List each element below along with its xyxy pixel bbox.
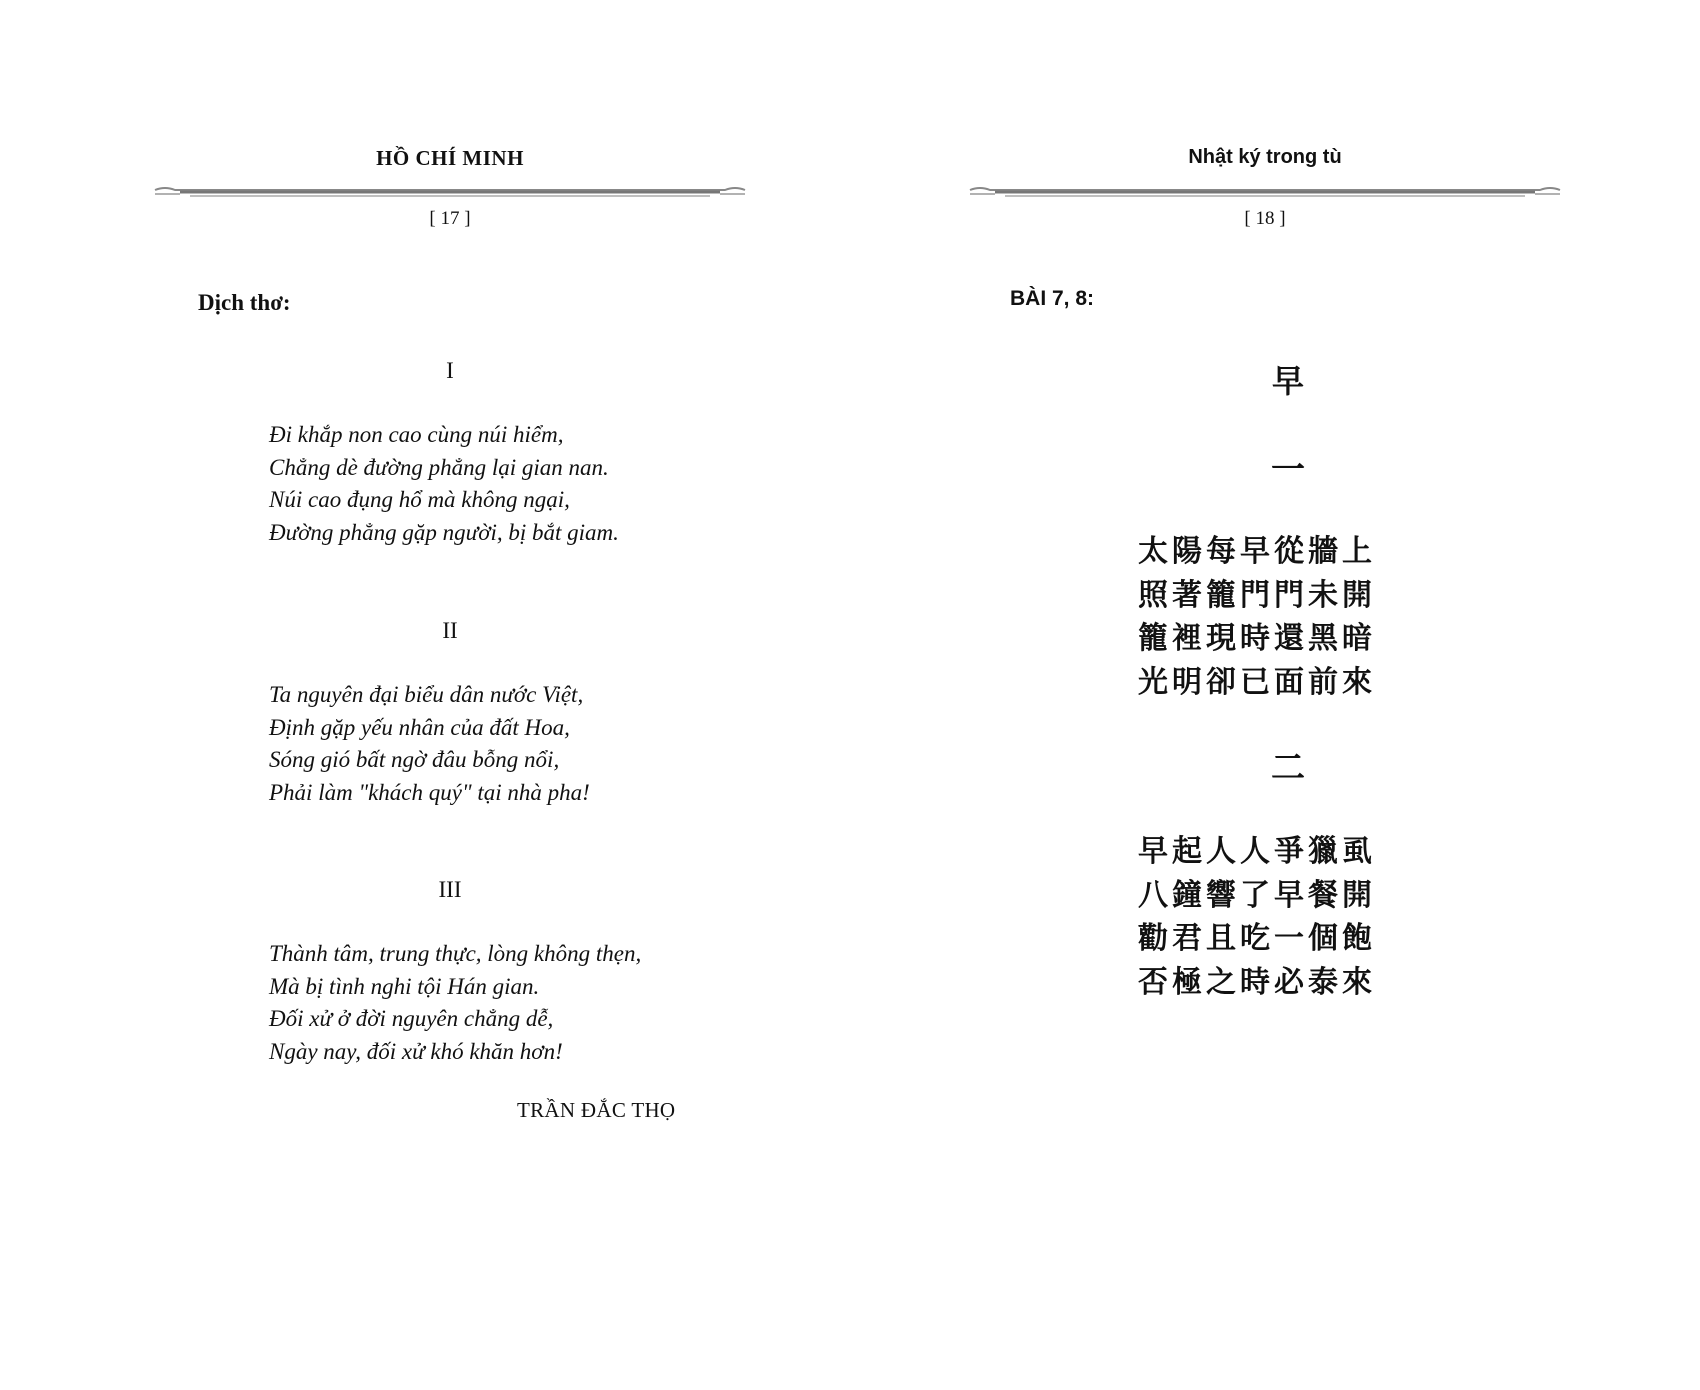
- poem-line: 照著籠門門未開: [1138, 577, 1376, 613]
- right-page: [850, 0, 1700, 1390]
- poem-line: 八鐘響了早餐開: [1138, 877, 1376, 913]
- poem-title: 早: [1271, 362, 1304, 400]
- running-head-author: HỒ CHÍ MINH: [376, 146, 524, 170]
- stanza-1: [269, 419, 619, 549]
- verse-line: Đối xử ở đời nguyên chẳng dễ,: [269, 1006, 554, 1031]
- verse-line: Chẳng dè đường phẳng lại gian nan.: [269, 454, 609, 480]
- poem-line: 早起人人爭獵虱: [1138, 834, 1376, 869]
- verse-line: Thành tâm, trung thực, lòng không thẹn,: [269, 941, 642, 966]
- stanza-numeral: II: [442, 618, 458, 643]
- running-head-title: Nhật ký trong tù: [1188, 146, 1342, 168]
- section-heading: Dịch thơ:: [198, 290, 291, 315]
- poem-numeral: 一: [1271, 450, 1305, 490]
- poem-numeral: 二: [1271, 748, 1305, 788]
- ornamental-rule: [150, 182, 750, 202]
- stanza-numeral: III: [438, 877, 462, 902]
- stanza-3: [269, 938, 641, 1068]
- verse-line: Mà bị tình nghi tội Hán gian.: [269, 973, 540, 999]
- ornamental-rule: [965, 182, 1565, 202]
- poem-line: 籠裡現時還黑暗: [1138, 621, 1376, 656]
- stanza-2: [269, 679, 590, 809]
- verse-line: Núi cao đụng hổ mà không ngại,: [269, 487, 570, 512]
- verse-line: Đi khắp non cao cùng núi hiểm,: [269, 422, 564, 447]
- poem-heading: BÀI 7, 8:: [1010, 287, 1095, 310]
- poem-1-text: [1138, 530, 1398, 704]
- verse-line: Sóng gió bất ngờ đâu bỗng nổi,: [269, 747, 560, 772]
- poem-line: 光明卻已面前來: [1138, 664, 1376, 700]
- stanza-numeral: I: [446, 358, 454, 383]
- verse-line: Định gặp yếu nhân của đất Hoa,: [269, 714, 570, 740]
- verse-line: Ta nguyên đại biểu dân nước Việt,: [269, 682, 584, 707]
- verse-line: Đường phẳng gặp người, bị bắt giam.: [269, 519, 619, 545]
- verse-line: Ngày nay, đối xử khó khăn hơn!: [269, 1038, 563, 1064]
- translator-credit: TRẦN ĐẮC THỌ: [517, 1098, 676, 1122]
- page-number: [ 17 ]: [429, 208, 471, 229]
- poem-2-text: [1138, 830, 1398, 1004]
- poem-line: 勸君且吃一個飽: [1138, 921, 1376, 956]
- poem-line: 太陽每早從牆上: [1138, 534, 1376, 569]
- poem-line: 否極之時必泰來: [1138, 964, 1376, 1000]
- verse-line: Phải làm "khách quý" tại nhà pha!: [269, 779, 590, 805]
- page-number: [ 18 ]: [1244, 208, 1286, 229]
